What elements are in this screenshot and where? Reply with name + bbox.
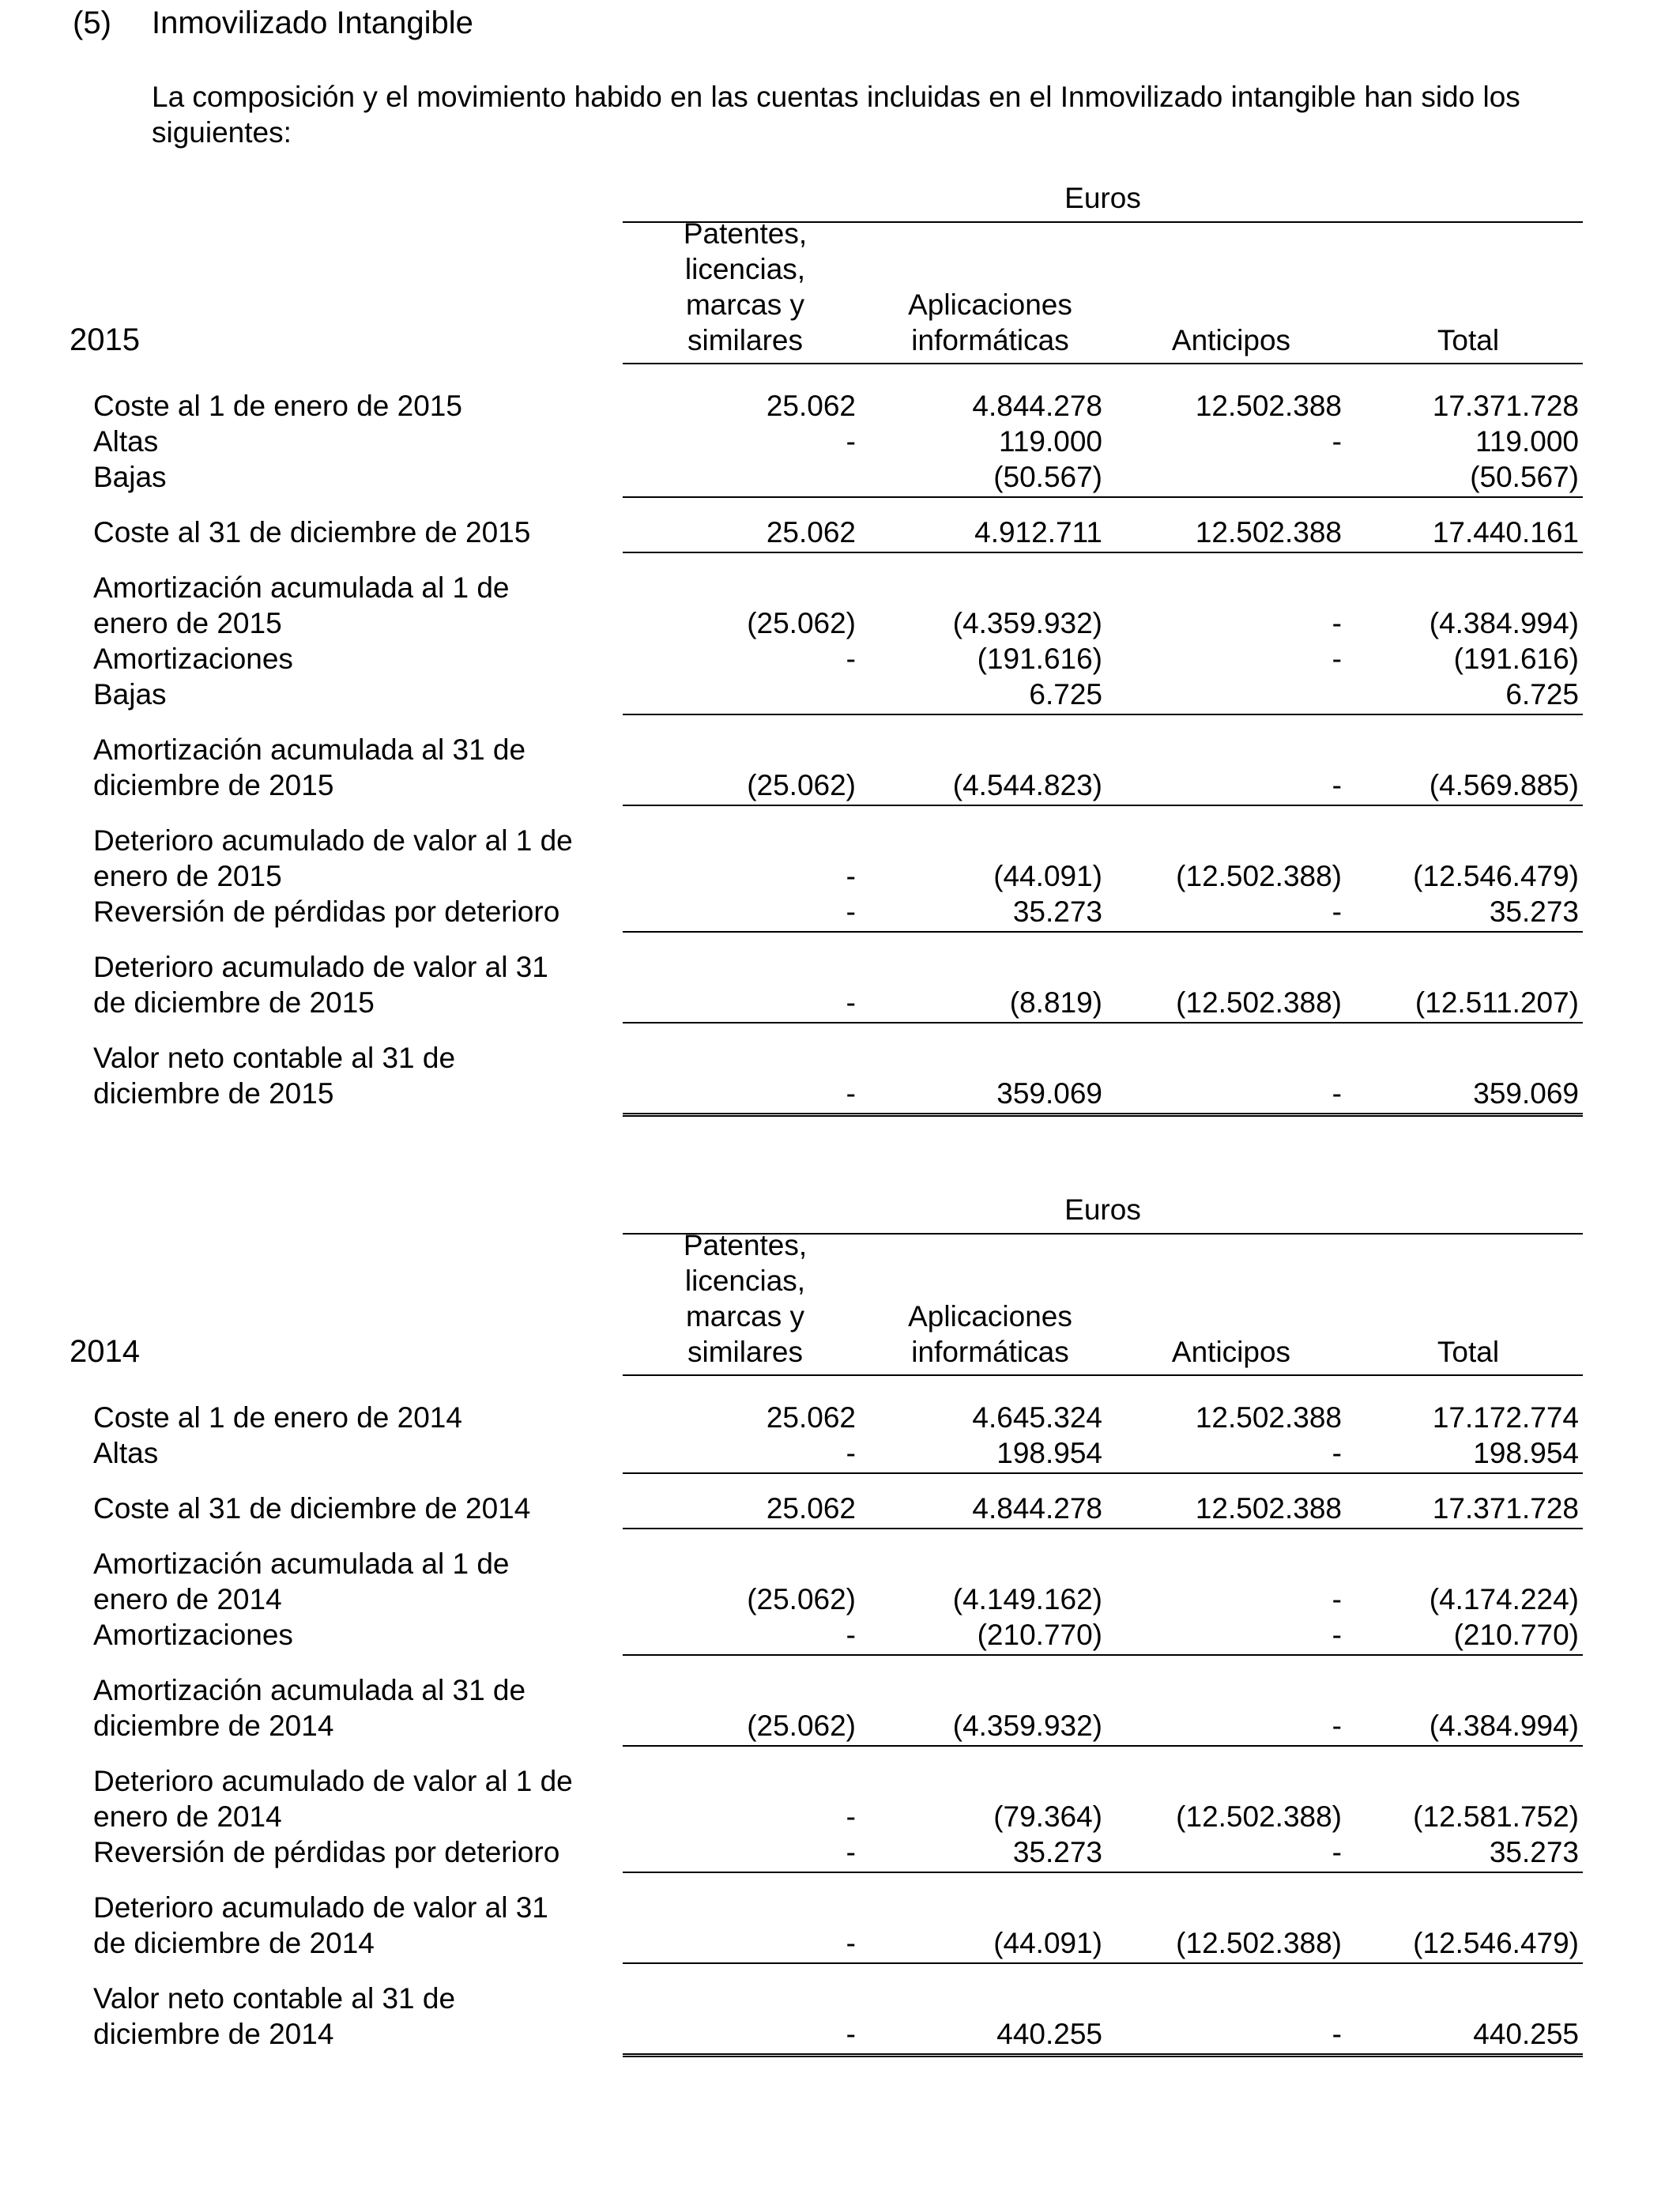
subtotal-rule	[623, 1472, 1583, 1474]
row-value: 25.062	[766, 516, 856, 548]
row-label: Bajas	[93, 678, 167, 711]
row-label: Amortización acumulada al 1 de enero de 2014	[93, 1547, 510, 1615]
row-value: 4.844.278	[972, 390, 1102, 422]
row-value: -	[1332, 643, 1342, 675]
column-header: Total	[1437, 1336, 1500, 1368]
row-value: (12.502.388)	[1176, 1800, 1342, 1833]
row-value: 4.912.711	[974, 516, 1102, 548]
table-row	[70, 388, 1587, 424]
row-label: Deterioro acumulado de valor al 1 de enero de 2015	[93, 824, 573, 892]
table-row	[70, 1617, 1587, 1653]
row-value: 119.000	[999, 425, 1102, 458]
row-value: (4.569.885)	[1429, 769, 1579, 801]
row-value: 359.069	[996, 1077, 1102, 1110]
row-value: -	[1332, 2018, 1342, 2050]
table-row	[70, 823, 1587, 894]
row-label: Bajas	[93, 461, 167, 493]
column-header: Patentes, licencias, marcas y similares	[683, 217, 808, 356]
table-row	[70, 459, 1587, 495]
row-label: Coste al 31 de diciembre de 2015	[93, 516, 531, 548]
row-value: -	[846, 860, 856, 892]
row-value: 198.954	[996, 1437, 1102, 1469]
row-value: (191.616)	[1453, 643, 1579, 675]
row-value: 4.645.324	[972, 1401, 1102, 1434]
row-value: (4.174.224)	[1429, 1583, 1579, 1615]
row-value: (12.502.388)	[1176, 986, 1342, 1019]
row-value: -	[1332, 425, 1342, 458]
row-value: 25.062	[766, 390, 856, 422]
row-value: 359.069	[1473, 1077, 1579, 1110]
row-value: (210.770)	[1453, 1619, 1579, 1651]
row-value: 119.000	[1475, 425, 1579, 458]
table-row	[70, 1435, 1587, 1471]
table-row	[70, 570, 1587, 641]
table-row	[70, 732, 1587, 803]
row-label: Amortización acumulada al 1 de enero de 2015	[93, 571, 510, 639]
row-label: Deterioro acumulado de valor al 31 de diciembre de 2014	[93, 1891, 548, 1959]
row-value: (25.062)	[747, 769, 856, 801]
row-value: 17.440.161	[1432, 516, 1579, 548]
row-value: -	[1332, 1836, 1342, 1868]
table-row	[70, 949, 1587, 1020]
row-label: Altas	[93, 1437, 159, 1469]
row-value: (44.091)	[993, 860, 1102, 892]
row-value: (79.364)	[993, 1800, 1102, 1833]
row-value: (8.819)	[1009, 986, 1102, 1019]
row-value: (25.062)	[747, 1710, 856, 1742]
row-label: Amortizaciones	[93, 1619, 293, 1651]
table-row	[70, 1546, 1587, 1617]
row-label: Valor neto contable al 31 de diciembre de 2014	[93, 1982, 456, 2050]
row-value: 4.844.278	[972, 1492, 1102, 1525]
row-label: Valor neto contable al 31 de diciembre de 2015	[93, 1042, 456, 1110]
row-value: (50.567)	[1470, 461, 1579, 493]
row-value: -	[846, 895, 856, 928]
row-value: 25.062	[766, 1401, 856, 1434]
row-label: Deterioro acumulado de valor al 31 de diciembre de 2015	[93, 951, 548, 1019]
row-value: -	[1332, 1710, 1342, 1742]
table-row	[70, 677, 1587, 712]
table-row	[70, 894, 1587, 929]
row-value: -	[1332, 895, 1342, 928]
table-row	[70, 1763, 1587, 1834]
row-value: (12.546.479)	[1413, 860, 1579, 892]
year-label: 2014	[70, 1334, 140, 1369]
subtotal-rule	[623, 1022, 1583, 1023]
year-label: 2015	[70, 322, 140, 357]
row-value: 35.273	[1012, 895, 1102, 928]
table-row	[70, 424, 1587, 459]
column-header: Total	[1437, 324, 1500, 356]
subtotal-rule	[623, 1962, 1583, 1964]
row-value: -	[846, 2018, 856, 2050]
row-value: 17.172.774	[1432, 1401, 1579, 1434]
table-row	[70, 1672, 1587, 1744]
section-title: Inmovilizado Intangible	[152, 6, 473, 40]
row-value: (25.062)	[747, 1583, 856, 1615]
row-value: (25.062)	[747, 607, 856, 639]
row-label: Reversión de pérdidas por deterioro	[93, 1836, 560, 1868]
row-label: Amortización acumulada al 31 de diciembre de 2014	[93, 1674, 526, 1742]
row-value: -	[846, 1800, 856, 1833]
subtotal-rule	[623, 1872, 1583, 1873]
subtotal-rule	[623, 496, 1583, 498]
row-value: (4.359.932)	[952, 607, 1102, 639]
subtotal-rule	[623, 805, 1583, 806]
row-value: -	[846, 986, 856, 1019]
row-value: -	[846, 1927, 856, 1959]
row-value: -	[1332, 1583, 1342, 1615]
column-header: Patentes, licencias, marcas y similares	[683, 1229, 808, 1368]
column-header: Anticipos	[1171, 324, 1291, 356]
total-double-rule	[623, 2053, 1583, 2060]
row-value: -	[1332, 769, 1342, 801]
row-value: 198.954	[1473, 1437, 1579, 1469]
row-value: 6.725	[1029, 678, 1102, 711]
subtotal-rule	[623, 1654, 1583, 1656]
total-double-rule	[623, 1113, 1583, 1119]
subtotal-rule	[623, 714, 1583, 715]
row-value: -	[1332, 1437, 1342, 1469]
row-value: 35.273	[1489, 1836, 1579, 1868]
row-label: Amortización acumulada al 31 de diciembre de 2015	[93, 733, 526, 801]
table-row	[70, 1981, 1587, 2052]
row-value: -	[846, 1619, 856, 1651]
row-value: (210.770)	[977, 1619, 1102, 1651]
row-value: (4.384.994)	[1429, 607, 1579, 639]
subtotal-rule	[623, 552, 1583, 553]
column-header: Aplicaciones informáticas	[908, 288, 1072, 356]
row-value: 12.502.388	[1195, 1401, 1342, 1434]
row-value: 25.062	[766, 1492, 856, 1525]
column-header: Anticipos	[1171, 1336, 1291, 1368]
table-row	[70, 1491, 1587, 1526]
table-row	[70, 1890, 1587, 1961]
row-value: 35.273	[1012, 1836, 1102, 1868]
row-value: (12.581.752)	[1413, 1800, 1579, 1833]
row-value: -	[1332, 1077, 1342, 1110]
row-value: -	[1332, 1619, 1342, 1651]
table-row	[70, 641, 1587, 677]
row-value: 440.255	[1473, 2018, 1579, 2050]
row-value: (12.502.388)	[1176, 860, 1342, 892]
row-value: 35.273	[1489, 895, 1579, 928]
row-value: -	[1332, 607, 1342, 639]
row-value: (12.546.479)	[1413, 1927, 1579, 1959]
row-label: Reversión de pérdidas por deterioro	[93, 895, 560, 928]
row-label: Amortizaciones	[93, 643, 293, 675]
row-value: (50.567)	[993, 461, 1102, 493]
column-header-rule	[623, 363, 1583, 364]
row-value: -	[846, 1836, 856, 1868]
row-value: (4.359.932)	[952, 1710, 1102, 1742]
row-label: Coste al 1 de enero de 2015	[93, 390, 462, 422]
row-value: (4.149.162)	[952, 1583, 1102, 1615]
row-value: 17.371.728	[1432, 1492, 1579, 1525]
row-value: 12.502.388	[1195, 1492, 1342, 1525]
row-value: (191.616)	[977, 643, 1102, 675]
intro-paragraph: La composición y el movimiento habido en las cuentas incluidas en el Inmovilizado intangible han sido los siguientes:	[152, 81, 1520, 149]
row-value: 12.502.388	[1195, 516, 1342, 548]
row-value: 12.502.388	[1195, 390, 1342, 422]
row-value: -	[846, 643, 856, 675]
section-number: (5)	[73, 6, 111, 40]
row-label: Coste al 1 de enero de 2014	[93, 1401, 462, 1434]
row-value: -	[846, 1077, 856, 1110]
row-label: Coste al 31 de diciembre de 2014	[93, 1492, 531, 1525]
table-row	[70, 1834, 1587, 1870]
table-row	[70, 1400, 1587, 1435]
column-header-rule	[623, 1374, 1583, 1376]
table-row	[70, 1040, 1587, 1111]
section-heading	[73, 3, 473, 43]
row-value: (12.511.207)	[1414, 986, 1579, 1019]
row-label: Altas	[93, 425, 159, 458]
subtotal-rule	[623, 1745, 1583, 1747]
subtotal-rule	[623, 931, 1583, 933]
row-value: (4.384.994)	[1429, 1710, 1579, 1742]
row-value: (12.502.388)	[1176, 1927, 1342, 1959]
row-value: 6.725	[1505, 678, 1579, 711]
row-value: 440.255	[996, 2018, 1102, 2050]
currency-header: Euros	[1064, 1193, 1141, 1226]
table-row	[70, 515, 1587, 550]
row-value: -	[846, 1437, 856, 1469]
subtotal-rule	[623, 1528, 1583, 1529]
row-label: Deterioro acumulado de valor al 1 de enero de 2014	[93, 1765, 573, 1833]
row-value: -	[846, 425, 856, 458]
column-header: Aplicaciones informáticas	[908, 1300, 1072, 1368]
currency-header: Euros	[1064, 182, 1141, 214]
row-value: (4.544.823)	[952, 769, 1102, 801]
row-value: (44.091)	[993, 1927, 1102, 1959]
row-value: 17.371.728	[1432, 390, 1579, 422]
